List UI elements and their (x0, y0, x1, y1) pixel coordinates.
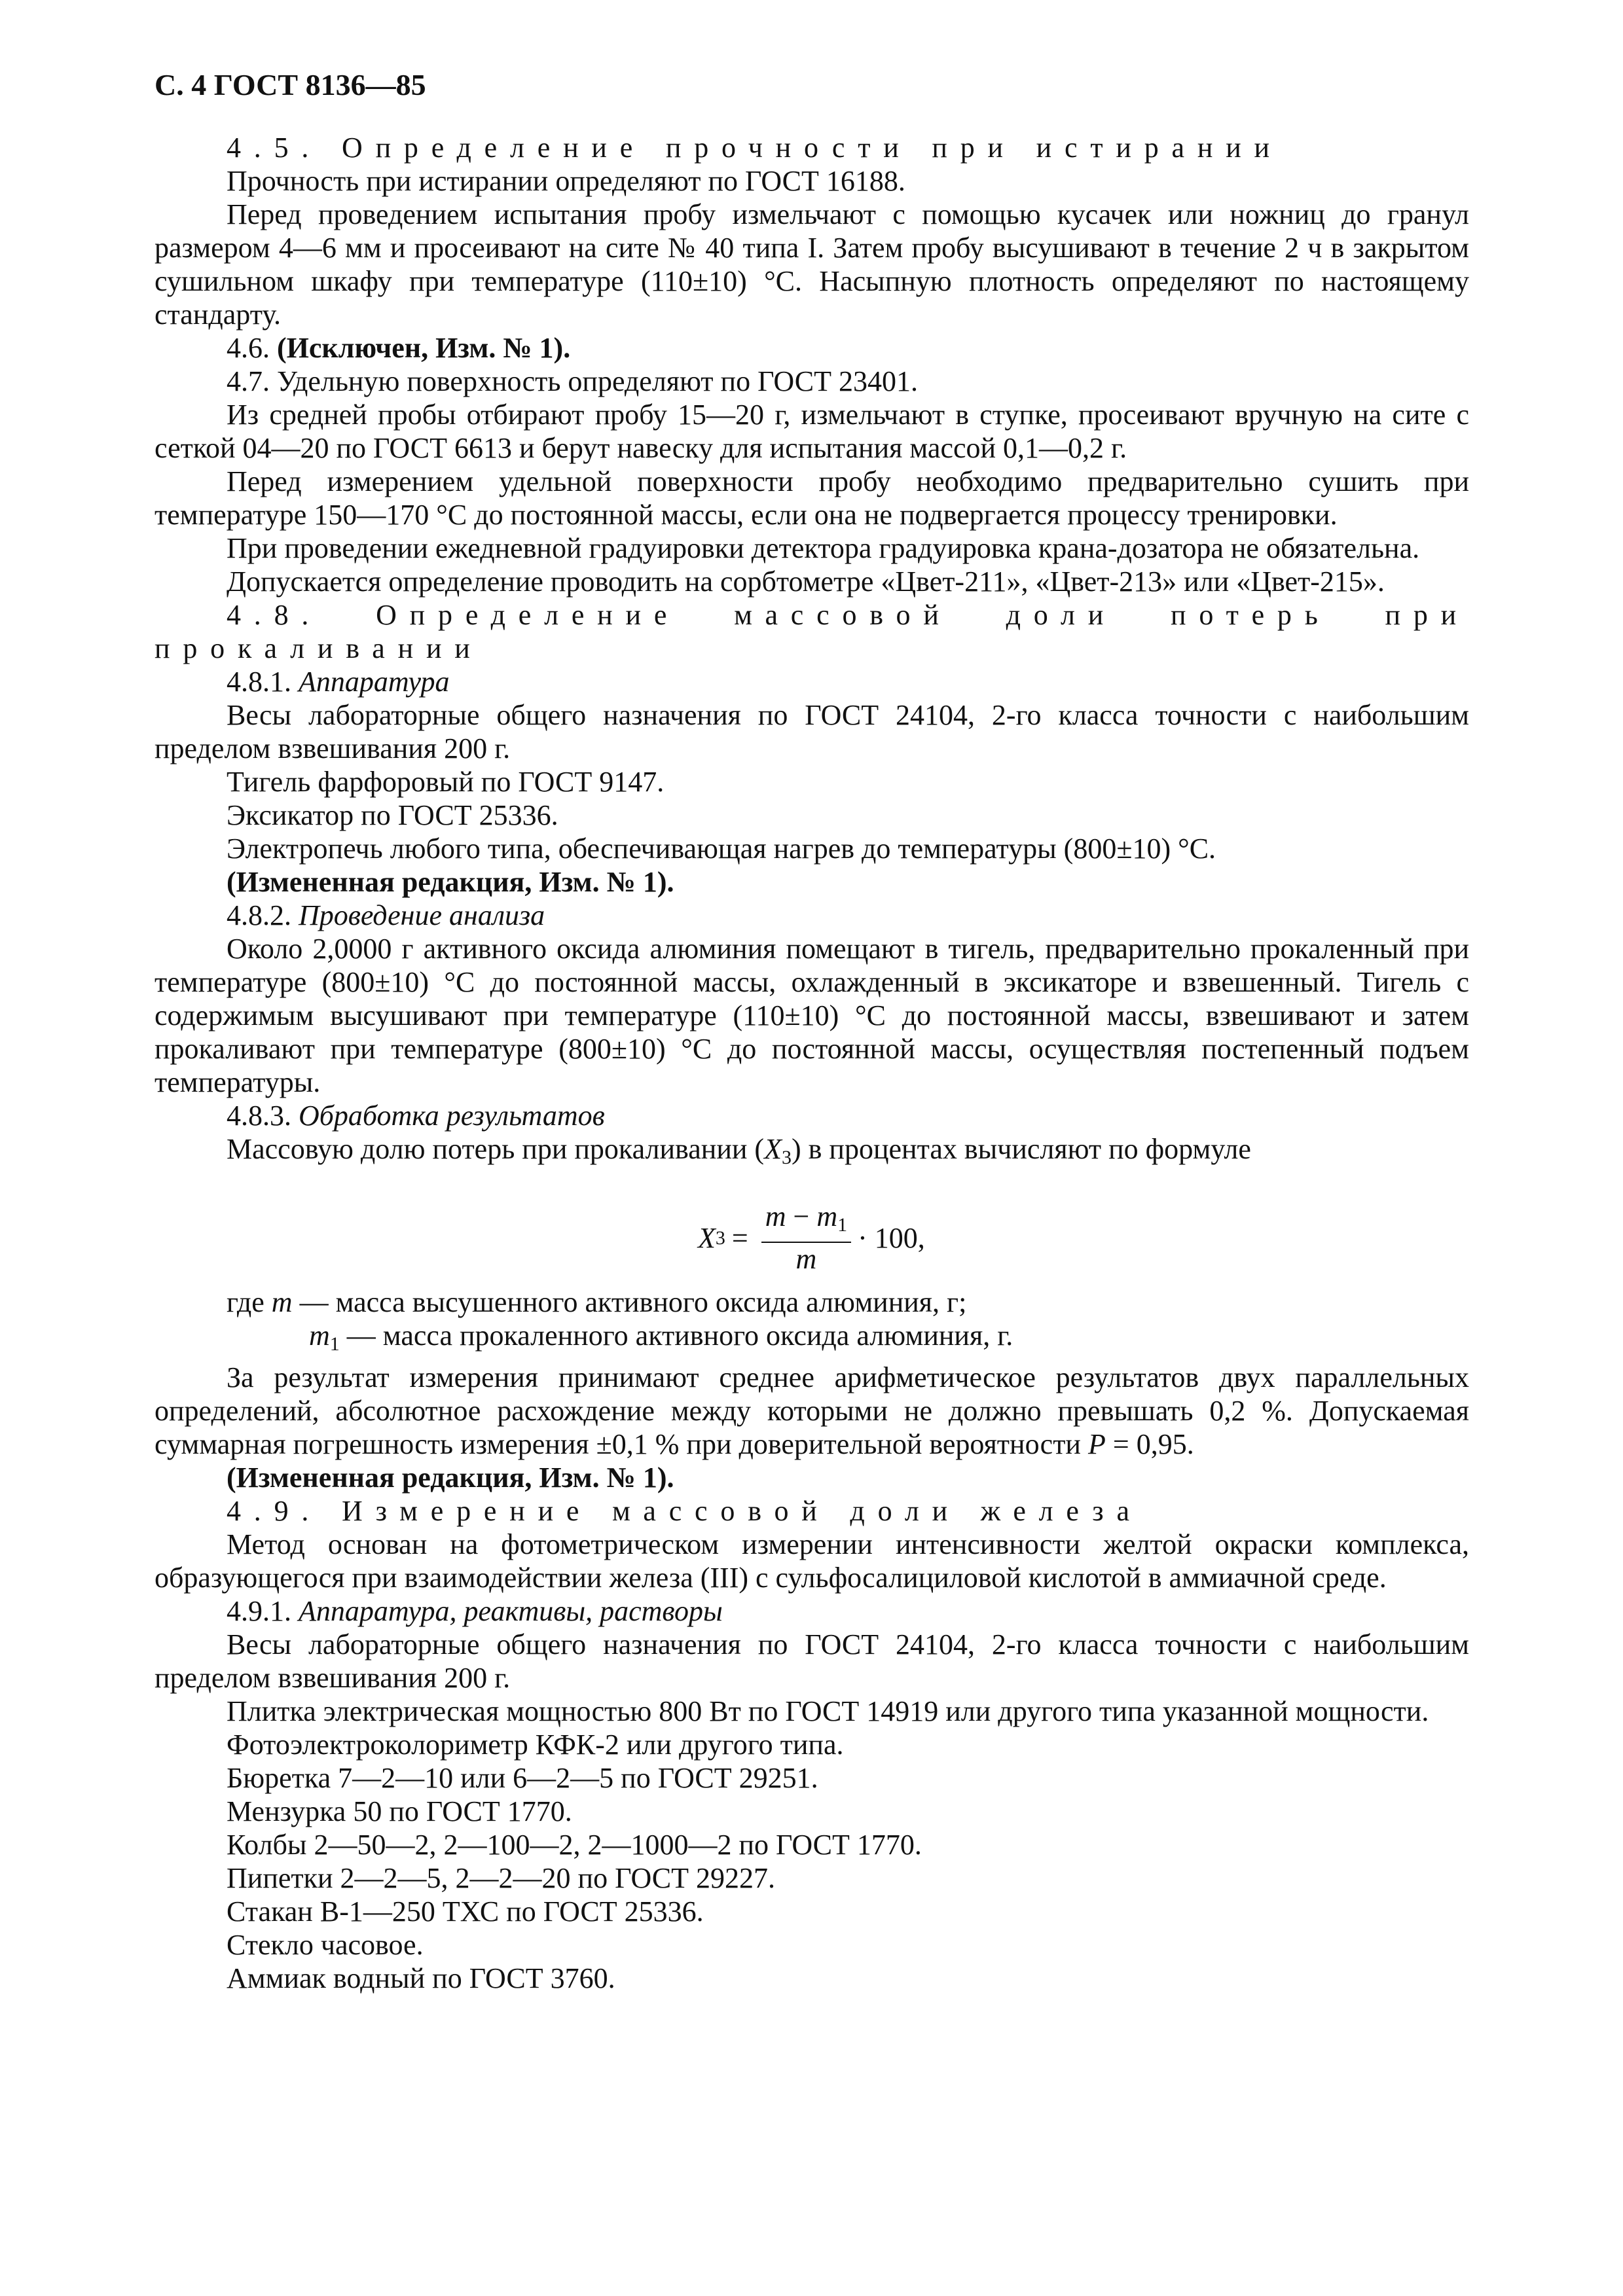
section-4-5-title: 4.5. Определение прочности при истирании (227, 132, 1283, 164)
list-item: Пипетки 2—2—5, 2—2—20 по ГОСТ 29227. (227, 1862, 775, 1894)
list-item: Бюретка 7—2—10 или 6—2—5 по ГОСТ 29251. (227, 1762, 818, 1794)
paragraph: Плитка электрическая мощностью 800 Вт по ГОСТ 14919 или другого типа указанной мощности. (227, 1695, 1429, 1727)
paragraph: Тигель фарфоровый по ГОСТ 9147. (227, 766, 665, 798)
var-m1: m (309, 1319, 330, 1352)
subsection-title: Проведение анализа (299, 899, 545, 931)
edit-note-text: (Измененная редакция, Изм. № 1). (227, 1462, 674, 1494)
text-span: Массовую долю потерь при прокаливании ( (227, 1133, 765, 1165)
edit-note (155, 865, 1469, 899)
section-4-8-3-title (155, 1099, 1469, 1132)
paragraph: Около 2,0000 г активного оксида алюминия помещают в тигель, предварительно прокаленный при температуре (800±10) °С до постоянной массы, охлажденный в эксикаторе и взвешенный. Тигель с содержимым высушивают при температуре (110±10) °С до постоянной массы, взвешивают и затем прокаливают при температуре (800±10) °С до постоянной массы, осуществляя постепенный подъем температуры. (155, 933, 1469, 1098)
paragraph: При проведении ежедневной градуировки детектора градуировка крана-дозатора не обязательна. (227, 532, 1420, 564)
section-4-9-title: 4.9. Измерение массовой доли железа (227, 1495, 1142, 1527)
section-number: 4.8.3. (227, 1100, 291, 1132)
subscript: 1 (329, 1333, 340, 1355)
paragraph: Перед проведением испытания пробу измельчают с помощью кусачек или ножниц до гранул размером 4—6 мм и просеивают на сите № 40 типа I. Затем пробу высушивают в течение 2 ч в закрытом сушильном шкафу при температуре (110±10) °С. Насыпную плотность определяют по настоящему стандарту. (155, 198, 1469, 331)
paragraph: Весы лабораторные общего назначения по ГОСТ 24104, 2-го класса точности с наибольшим пределом взвешивания 200 г. (155, 699, 1469, 764)
paragraph: Весы лабораторные общего назначения по ГОСТ 24104, 2-го класса точности с наибольшим пределом взвешивания 200 г. (155, 1628, 1469, 1694)
section-4-6 (155, 331, 1469, 365)
var-m: m (271, 1286, 293, 1318)
subscript: 3 (715, 1227, 725, 1249)
page-header: С. 4 ГОСТ 8136—85 (155, 68, 426, 101)
var-m: m (795, 1243, 817, 1275)
equals-sign: = (731, 1222, 748, 1254)
var-m: m (765, 1200, 786, 1232)
subscript: 3 (781, 1147, 792, 1168)
formula-intro (155, 1132, 1469, 1174)
list-item: Колбы 2—50—2, 2—100—2, 2—1000—2 по ГОСТ 1770. (227, 1829, 922, 1861)
paragraph: Метод основан на фотометрическом измерении интенсивности желтой окраски комплекса, образующегося при взаимодействии железа (III) с сульфосалициловой кислотой в аммиачной среде. (155, 1528, 1469, 1594)
where-line-1 (155, 1285, 1469, 1319)
paragraph: Из средней пробы отбирают пробу 15—20 г, измельчают в ступке, просеивают вручную на сите с сеткой 04—20 по ГОСТ 6613 и берут навеску для испытания массой 0,1—0,2 г. (155, 399, 1469, 464)
section-number: 4.6. (227, 332, 270, 364)
list-item: Аммиак водный по ГОСТ 3760. (227, 1962, 615, 1994)
formula-lhs: X (698, 1222, 716, 1254)
subsection-title: Обработка результатов (299, 1100, 605, 1132)
minus-sign: − (786, 1200, 817, 1232)
section-number: 4.8.1. (227, 666, 291, 698)
list-item: Стекло часовое. (227, 1929, 424, 1961)
text-span: = 0,95. (1105, 1428, 1194, 1460)
paragraph: Эксикатор по ГОСТ 25336. (227, 799, 558, 831)
list-item: Стакан В-1—250 ТХС по ГОСТ 25336. (227, 1895, 704, 1928)
formula-expression (698, 1200, 925, 1276)
text-span: За результат измерения принимают среднее арифметическое результатов двух параллельных определений, абсолютное расхождение между которыми не должно превышать 0,2 %. Допускаемая суммарная погрешность измерения ±0,1 % при доверительной вероятности (155, 1361, 1469, 1460)
section-4-8-1-title (155, 665, 1469, 698)
subsection-title: Аппаратура, реактивы, растворы (299, 1595, 723, 1627)
document-body (155, 131, 1469, 1995)
var-m1: m (816, 1200, 838, 1232)
paragraph: Электропечь любого типа, обеспечивающая нагрев до температуры (800±10) °С. (227, 833, 1216, 865)
section-4-8-2-title (155, 899, 1469, 932)
section-number: 4.8.2. (227, 899, 291, 931)
subscript: 1 (837, 1214, 848, 1236)
fraction-numerator (761, 1200, 851, 1243)
text-span: — масса высушенного активного оксида алюминия, г; (292, 1286, 967, 1318)
section-4-9-1-title (155, 1594, 1469, 1628)
text-span: — масса прокаленного активного оксида алюминия, г. (339, 1319, 1013, 1352)
var-x: X (764, 1133, 782, 1165)
paragraph: Прочность при истирании определяют по ГОСТ 16188. (227, 165, 905, 197)
list-item: Фотоэлектроколориметр КФК-2 или другого типа. (227, 1729, 844, 1761)
edit-note (155, 1461, 1469, 1494)
text-span: ) в процентах вычисляют по формуле (791, 1133, 1251, 1165)
edit-note-text: (Измененная редакция, Изм. № 1). (227, 866, 674, 898)
paragraph: Перед измерением удельной поверхности пробу необходимо предварительно сушить при температуре 150—170 °С до постоянной массы, если она не подвергается процессу тренировки. (155, 465, 1469, 531)
section-4-7: 4.7. Удельную поверхность определяют по ГОСТ 23401. (227, 365, 918, 397)
text-span: где (227, 1286, 272, 1318)
subsection-title: Аппаратура (299, 666, 450, 698)
list-item: Мензурка 50 по ГОСТ 1770. (227, 1795, 572, 1827)
fraction (761, 1200, 851, 1276)
formula (155, 1174, 1469, 1285)
paragraph (155, 1361, 1469, 1461)
paragraph: Допускается определение проводить на сорбтометре «Цвет-211», «Цвет-213» или «Цвет-215». (227, 565, 1385, 598)
section-4-8-title: 4.8. Определение массовой доли потерь при прокаливании (155, 599, 1469, 664)
var-p: P (1087, 1428, 1106, 1460)
fraction-denominator (796, 1243, 817, 1276)
where-line-2 (155, 1319, 1469, 1361)
section-number: 4.9.1. (227, 1595, 291, 1627)
excluded-note: (Исключен, Изм. № 1). (277, 332, 571, 364)
formula-tail: · 100, (858, 1222, 925, 1254)
